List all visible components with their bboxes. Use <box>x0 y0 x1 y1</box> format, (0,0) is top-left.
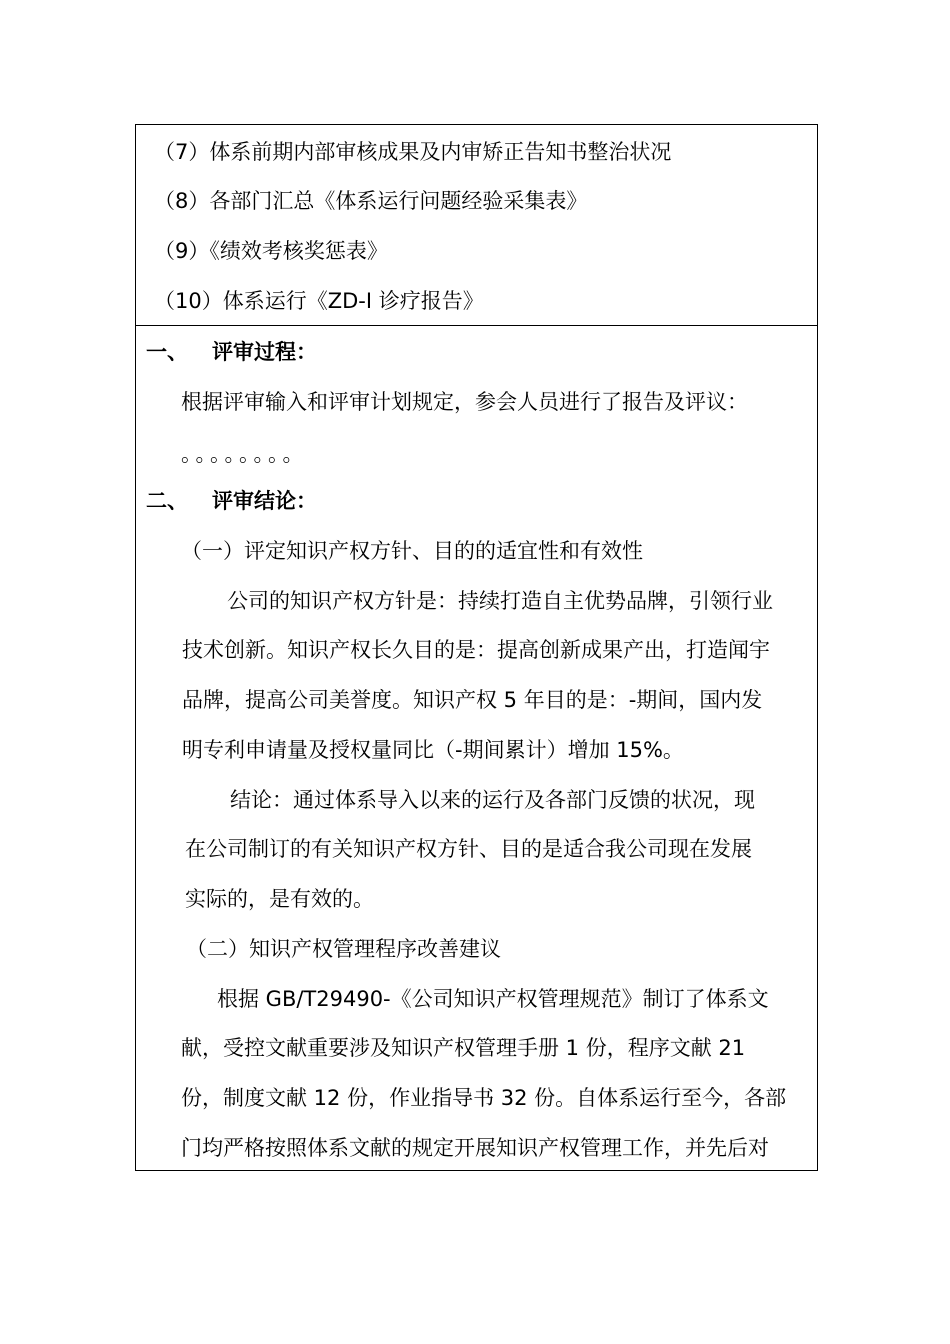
section1-heading <box>146 337 317 367</box>
section2-title: 评审结论： <box>212 489 317 513</box>
input-item-7: （7）体系前期内部审核成果及内审矫正告知书整治状况 <box>154 140 672 164</box>
table-row-divider <box>136 325 817 326</box>
section1-title: 评审过程： <box>212 340 317 364</box>
sub1-para1-line1: 公司的知识产权方针是：持续打造自主优势品牌，引领行业 <box>227 589 773 613</box>
sub1-para2-line3: 实际的，是有效的。 <box>185 887 374 911</box>
section2-number: 二、 <box>146 489 188 513</box>
sub1-para1-line3: 品牌，提高公司美誉度。知识产权 5 年目的是：-期间，国内发 <box>182 688 763 712</box>
input-item-10: （10）体系运行《ZD-I 诊疗报告》 <box>154 289 484 313</box>
sub1-para2-line1: 结论：通过体系导入以来的运行及各部门反馈的状况，现 <box>230 788 755 812</box>
sub2-para1-line1: 根据 GB/T29490-《公司知识产权管理规范》制订了体系文 <box>217 987 769 1011</box>
section2-heading <box>146 486 317 516</box>
document-table <box>135 124 818 1171</box>
section1-text: 根据评审输入和评审计划规定，参会人员进行了报告及评议： <box>181 390 748 414</box>
sub2-para1-line3: 份，制度文献 12 份，作业指导书 32 份。自体系运行至今，各部 <box>181 1086 787 1110</box>
sub1-para1-line2: 技术创新。知识产权长久目的是：提高创新成果产出，打造闻宇 <box>182 638 770 662</box>
sub2-para1-line2: 献，受控文献重要涉及知识产权管理手册 1 份，程序文献 21 <box>181 1036 746 1060</box>
sub2-para1-line4: 门均严格按照体系文献的规定开展知识产权管理工作，并先后对 <box>181 1136 769 1160</box>
sub1-para2-line2: 在公司制订的有关知识产权方针、目的是适合我公司现在发展 <box>185 837 752 861</box>
input-item-9: （9）《绩效考核奖惩表》 <box>154 239 388 263</box>
section1-number: 一、 <box>146 340 188 364</box>
sub2-title: （二）知识产权管理程序改善建议 <box>186 937 501 961</box>
input-item-8: （8）各部门汇总《体系运行问题经验采集表》 <box>154 189 588 213</box>
sub1-title: （一）评定知识产权方针、目的的适宜性和有效性 <box>181 539 643 563</box>
sub1-para1-line4: 明专利申请量及授权量同比（-期间累计）增加 15%。 <box>182 738 684 762</box>
section1-dots: 。。。。。。。。 <box>181 442 308 466</box>
